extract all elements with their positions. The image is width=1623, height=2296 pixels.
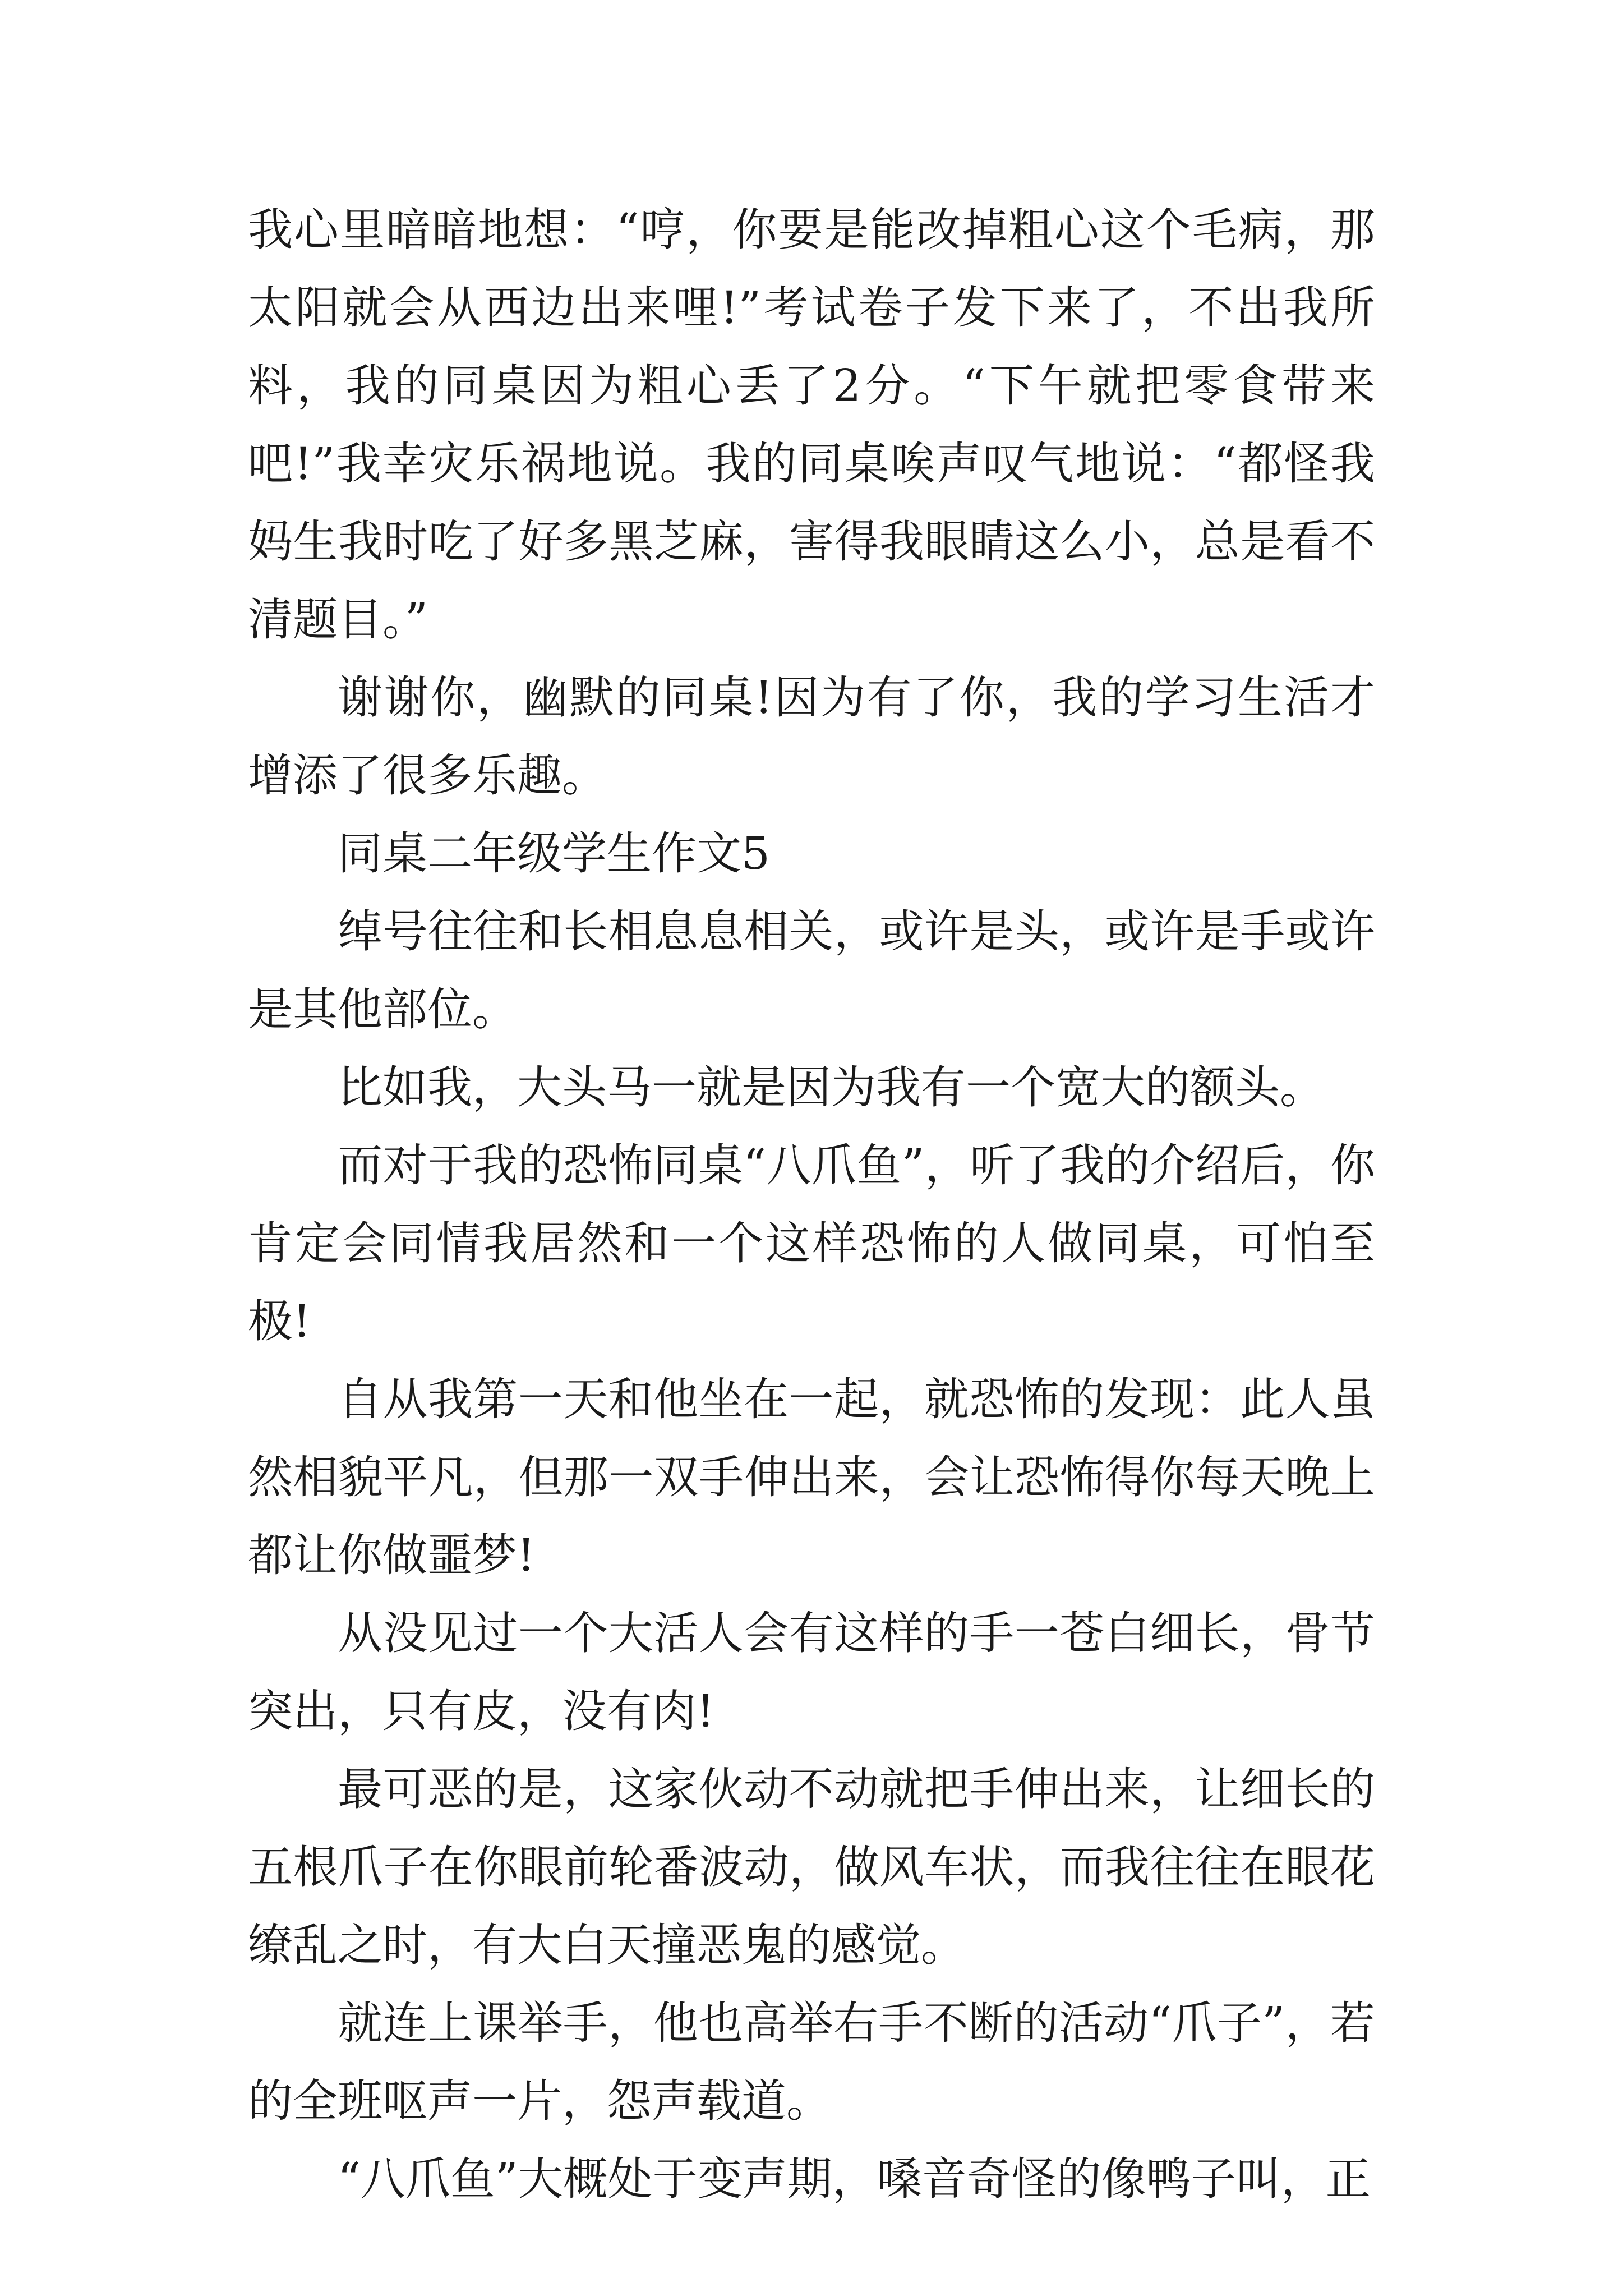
paragraph-4: 比如我，大头马一就是因为我有一个宽大的额头。 [338, 1061, 1325, 1114]
paragraph-8: 最可恶的是，这家伙动不动就把手伸出来，让细长的五根爪子在你眼前轮番波动，做风车状，而我往往在眼花缭乱之时，有大白天撞恶鬼的感觉。 [248, 1763, 1375, 1971]
paragraph-1: 我心里暗暗地想：“哼，你要是能改掉粗心这个毛病，那太阳就会从西边出来哩!”考试卷子发下来了，不出我所料，我的同桌因为粗心丢了2分。“下午就把零食带来吧!”我幸灾乐祸地说。我的同桌唉声叹气地说：“都怪我妈生我时吃了好多黑芝麻，害得我眼睛这么小，总是看不清题目。” [248, 204, 1375, 646]
paragraph-10: “八爪鱼”大概处于变声期，嗓音奇怪的像鸭子叫，正 [338, 2153, 1371, 2205]
paragraph-6: 自从我第一天和他坐在一起，就恐怖的发现：此人虽然相貌平凡，但那一双手伸出来，会让恐怖得你每天晚上都让你做噩梦! [248, 1373, 1375, 1581]
section-heading: 同桌二年级学生作文5 [338, 827, 770, 880]
paragraph-7: 从没见过一个大活人会有这样的手一苍白细长，骨节突出，只有皮，没有肉! [248, 1607, 1375, 1737]
paragraph-9: 就连上课举手，他也高举右手不断的活动“爪子”，若的全班呕声一片，怨声载道。 [248, 1997, 1375, 2127]
paragraph-2: 谢谢你，幽默的同桌!因为有了你，我的学习生活才增添了很多乐趣。 [248, 671, 1375, 802]
document-body [248, 191, 1375, 2218]
paragraph-3: 绰号往往和长相息息相关，或许是头，或许是手或许是其他部位。 [248, 905, 1375, 1036]
paragraph-5: 而对于我的恐怖同桌“八爪鱼”，听了我的介绍后，你肯定会同情我居然和一个这样恐怖的人做同桌，可怕至极! [248, 1139, 1375, 1347]
